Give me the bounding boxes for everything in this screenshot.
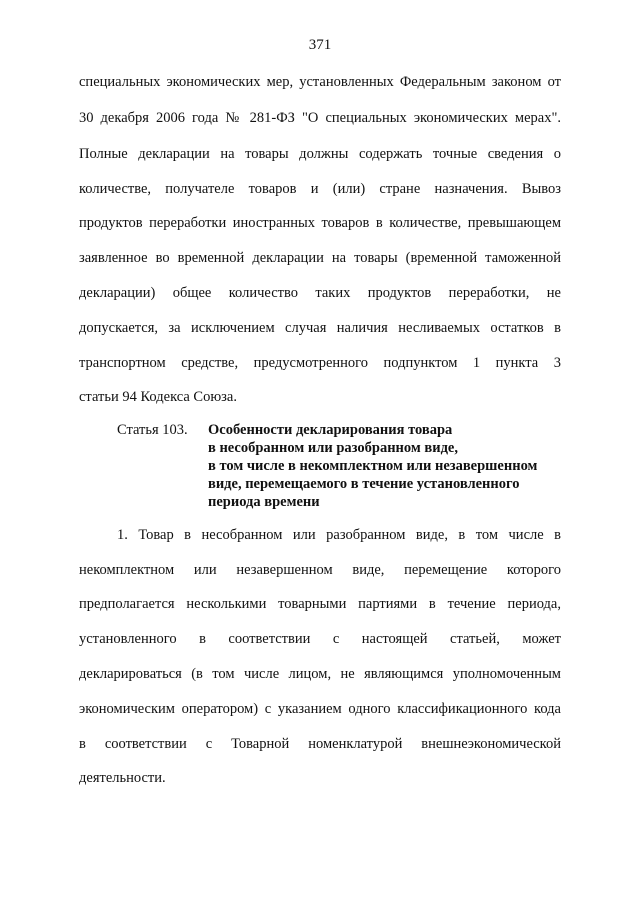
article-label: Статья 103. [117,422,188,438]
paragraph-line: некомплектном или незавершенном виде, перемещение которого [79,562,561,578]
paragraph-line: статьи 94 Кодекса Союза. [79,389,237,405]
paragraph-line: Полные декларации на товары должны содержать точные сведения о [79,146,561,162]
paragraph-line: в соответствии с Товарной номенклатурой внешнеэкономической [79,736,561,752]
paragraph-line: продуктов переработки иностранных товаров в количестве, превышающем [79,215,561,231]
paragraph-line: 1. Товар в несобранном или разобранном виде, в том числе в [117,527,561,543]
article-title-line: Особенности декларирования товара [208,422,453,438]
paragraph-line: предполагается несколькими товарными партиями в течение периода, [79,596,561,612]
article-title-line: виде, перемещаемого в течение установленного [208,476,520,492]
article-title [208,421,568,511]
paragraph-line: количестве, получателе товаров и (или) стране назначения. Вывоз [79,181,561,197]
paragraph-line: транспортном средстве, предусмотренного подпунктом 1 пункта 3 [79,355,561,371]
paragraph-line: установленного в соответствии с настоящей статьей, может [79,631,561,647]
paragraph-line: специальных экономических мер, установленных Федеральным законом от [79,74,561,90]
paragraph-line: допускается, за исключением случая наличия несливаемых остатков в [79,320,561,336]
paragraph-line: декларации) общее количество таких продуктов переработки, не [79,285,561,301]
paragraph-line: экономическим оператором) с указанием одного классификационного кода [79,701,561,717]
paragraph-line: заявленное во временной декларации на товары (временной таможенной [79,250,561,266]
article-title-line: в несобранном или разобранном виде, [208,440,458,456]
article-title-line: периода времени [208,494,320,510]
paragraph-line: декларироваться (в том числе лицом, не являющимся уполномоченным [79,666,561,682]
page-number: 371 [308,37,332,53]
article-title-line: в том числе в некомплектном или незавершенном [208,458,538,474]
paragraph-line: деятельности. [79,770,166,786]
paragraph-line: 30 декабря 2006 года № 281-ФЗ "О специальных экономических мерах". [79,110,561,126]
